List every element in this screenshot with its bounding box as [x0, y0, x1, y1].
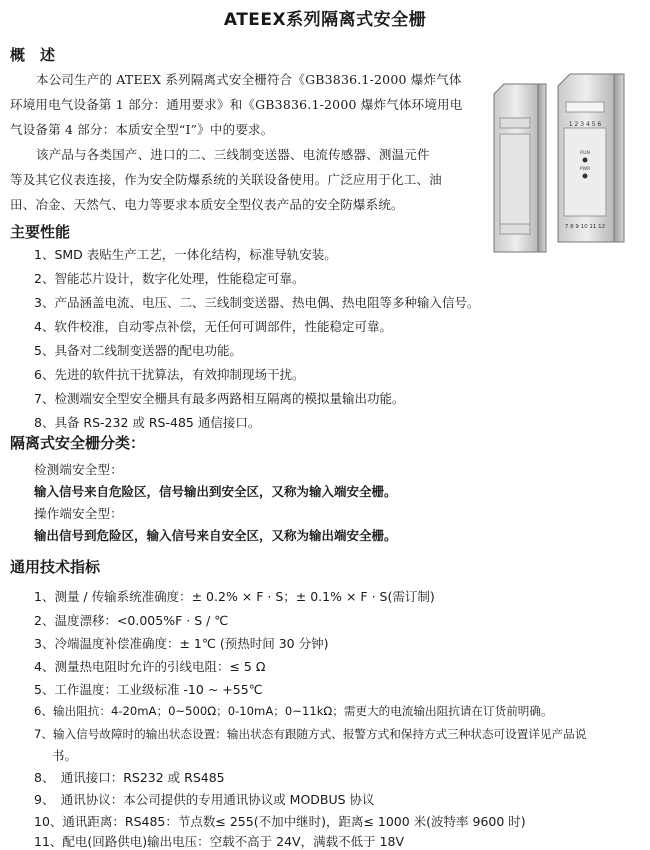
features-heading: 主要性能 — [10, 223, 71, 241]
feature-item-1: 1、SMD 表贴生产工艺，一体化结构，标准导轨安装。 — [34, 247, 337, 262]
feature-item-4: 4、软件校准，自动零点补偿，无任何可调部件，性能稳定可靠。 — [34, 319, 392, 334]
specs-heading: 通用技术指标 — [10, 558, 101, 576]
overview-heading: 概 述 — [10, 46, 56, 64]
feature-item-8: 8、具备 RS-232 或 RS-485 通信接口。 — [34, 415, 261, 430]
operate-type-desc: 输出信号到危险区，输入信号来自安全区，又称为输出端安全栅。 — [34, 528, 397, 543]
led-indicator-top — [583, 158, 588, 163]
spec-item-7: 7、输入信号故障时的输出状态设置：输出状态有跟随方式、报警方式和保持方式三种状态可设置详见产品说 — [34, 727, 587, 741]
detect-type-desc: 输入信号来自危险区，信号输出到安全区，又称为输入端安全栅。 — [34, 484, 397, 499]
product-photo — [486, 64, 636, 264]
spec-item-7-cont: 书。 — [52, 748, 78, 763]
spec-item-5: 5、工作温度：工业级标准 -10 ~ +55℃ — [34, 682, 263, 697]
barrier-module-left — [494, 84, 546, 252]
spec-item-3: 3、冷端温度补偿准确度：± 1℃ (预热时间 30 分钟) — [34, 636, 329, 651]
led-indicator-bottom — [583, 174, 588, 179]
led-label-b: PWR — [579, 167, 591, 172]
barrier-module-right — [558, 74, 624, 242]
page-title: ATEEX系列隔离式安全栅 — [223, 10, 427, 30]
operate-type-label: 操作端安全型： — [34, 506, 123, 521]
led-label-a: RUN — [580, 151, 590, 156]
overview-line-3: 气设备第 4 部分：本质安全型“I”》中的要求。 — [10, 122, 274, 137]
feature-item-2: 2、智能芯片设计，数字化处理，性能稳定可靠。 — [34, 271, 305, 286]
spec-item-8: 8、 通讯接口：RS232 或 RS485 — [34, 770, 225, 785]
spec-item-9: 9、 通讯协议：本公司提供的专用通讯协议或 MODBUS 协议 — [34, 792, 375, 807]
classification-heading: 隔离式安全栅分类： — [10, 434, 146, 452]
overview-line-6: 田、冶金、天然气、电力等要求本质安全型仪表产品的安全防爆系统。 — [10, 197, 404, 212]
spec-item-11: 11、配电(回路供电)输出电压：空载不高于 24V，满载不低于 18V — [34, 834, 405, 849]
overview-line-1: 本公司生产的 ATEEX 系列隔离式安全栅符合《GB3836.1-2000 爆炸气体 — [36, 72, 462, 87]
detect-type-label: 检测端安全型： — [34, 462, 123, 477]
spec-item-4: 4、测量热电阻时允许的引线电阻：≤ 5 Ω — [34, 659, 266, 674]
overview-line-5: 等及其它仪表连接，作为安全防爆系统的关联设备使用。广泛应用于化工、油 — [10, 172, 442, 187]
spec-item-2: 2、温度漂移：<0.005%F · S / ℃ — [34, 613, 229, 628]
feature-item-3: 3、产品涵盖电流、电压、二、三线制变送器、热电偶、热电阻等多种输入信号。 — [34, 295, 480, 310]
feature-item-7: 7、检测端安全型安全栅具有最多两路相互隔离的模拟量输出功能。 — [34, 391, 405, 406]
overview-line-4: 该产品与各类国产、进口的二、三线制变送器、电流传感器、测温元件 — [36, 147, 430, 162]
spec-item-10: 10、通讯距离：RS485：节点数≤ 255(不加中继时)，距离≤ 1000 米(波特率 9600 时) — [34, 814, 526, 829]
feature-item-5: 5、具备对二线制变送器的配电功能。 — [34, 343, 242, 358]
terminal-labels-bottom: 7 8 9 10 11 12 — [564, 224, 606, 230]
terminal-labels-top: 1 2 3 4 5 6 — [568, 121, 602, 128]
spec-item-1: 1、测量 / 传输系统准确度：± 0.2% × F · S；± 0.1% × F · S(需订制) — [34, 589, 435, 604]
overview-line-2: 环境用电气设备第 1 部分：通用要求》和《GB3836.1-2000 爆炸气体环境用电 — [10, 97, 463, 112]
spec-item-6: 6、输出阻抗：4-20mA；0~500Ω；0-10mA；0~11kΩ；需更大的电流输出阻抗请在订货前明确。 — [34, 704, 553, 718]
feature-item-6: 6、先进的软件抗干扰算法，有效抑制现场干扰。 — [34, 367, 305, 382]
